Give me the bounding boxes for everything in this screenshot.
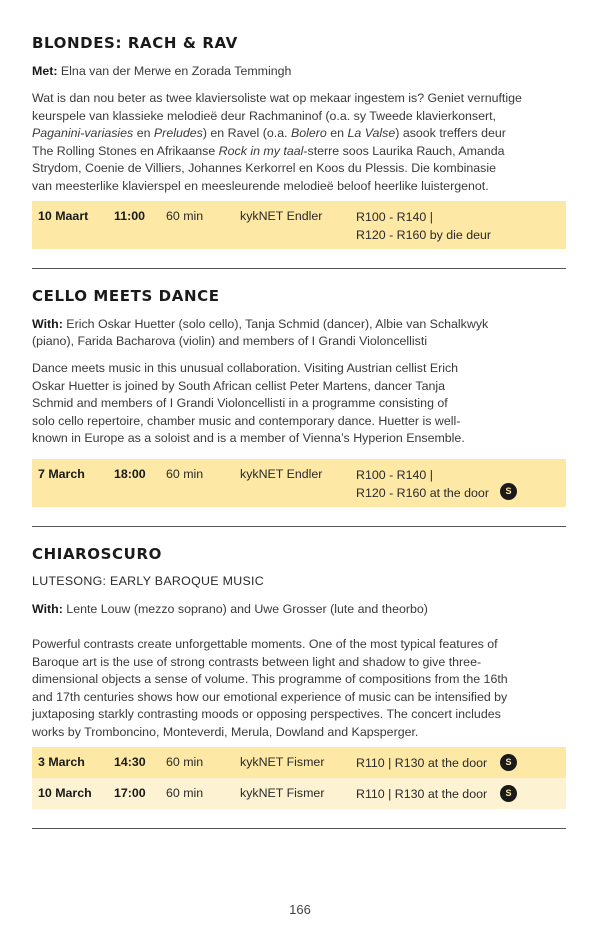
performers-line: With: Lente Louw (mezzo soprano) and Uwe Grosser (lute and theorbo) [32, 602, 428, 616]
section-title: CELLO MEETS DANCE [32, 287, 220, 305]
price: R110 | R130 at the door [356, 787, 488, 801]
desc-line-mixed: Paganini-variasies en Preludes) en Ravel (o.a. Bolero en La Valse) asook treffers deur [32, 126, 506, 140]
section-divider [32, 268, 566, 269]
s-badge-icon: S [500, 754, 517, 771]
performance-row: 10 Maart 11:00 60 min kykNET Endler R100 - R140 | R120 - R160 by die deur [32, 201, 566, 249]
s-badge-icon: S [500, 483, 517, 500]
desc-line-mixed: keurspele van klassieke melodieë deur Rachmaninof (o.a. sy Tweede klavierkonsert, [32, 108, 496, 123]
description: Dance meets music in this unusual collaboration. Visiting Austrian cellist Erich Oskar Huetter is joined by South African cellist Peter Martens, dancer Tanja Schmid and members of I Grandi Violoncellisti in a programme consisting of solo cello repertoire, chamber music and contemporary dance. Huetter is well- known in Europe as a soloist and is a member of Vienna’s Hyperion Ensemble. [32, 361, 465, 445]
section-subtitle: LUTESONG: EARLY BAROQUE MUSIC [32, 574, 265, 588]
price: R110 | R130 at the door [356, 756, 488, 770]
section-divider [32, 526, 566, 527]
price: R100 - R140 | R120 - R160 by die deur [356, 210, 492, 242]
desc-line-mixed: works by Trombоncino, Monteverdi, Merula, Dowland and Kapsperger. [32, 724, 419, 739]
performance-row: 3 March 14:30 60 min kykNET Fismer R110 | R130 at the door S [32, 747, 566, 778]
price: R100 - R140 | R120 - R160 at the door [356, 468, 489, 500]
section-title: CHIAROSCURO [32, 545, 162, 563]
description: Powerful contrasts create unforgettable moments. One of the most typical features of Baroque art is the use of strong contrasts between light and shadow to give three- dimensional objects a sense of volume. This programme of compositions from the 16th and 17th centuries shows how our emotional experience of music can be intensified by juxtaposing starkly contrasting moods or opposing perspectives. The concert includes works by Trombоncino, Monteverdi, Merula, Dowland and Kapsperger. [32, 636, 566, 741]
performers-line: Met: Elna van der Merwe en Zorada Temmingh [32, 64, 292, 78]
performers-line: With: Erich Oskar Huetter (solo cello), Tanja Schmid (dancer), Albie van Schalkwyk (piano), Farida Bacharova (violin) and members of I Grandi Violoncellisti [32, 317, 489, 348]
s-badge-icon: S [500, 785, 517, 802]
performance-row: 10 March 17:00 60 min kykNET Fismer R110 | R130 at the door S [32, 778, 566, 809]
section-title: BLONDES: RACH & RAV [32, 34, 238, 52]
performance-row: 7 March 18:00 60 min kykNET Endler R100 - R140 | R120 - R160 at the door S [32, 459, 566, 507]
page-number: 166 [289, 902, 311, 917]
description: Wat is dan nou beter as twee klaviersoliste wat op mekaar ingestem is? Geniet vernuftige keurspele van klassieke melodieë deur Rachmaninof (o.a. sy Tweede klavierkonsert, Paganini-variasies en Preludes) en Ravel (o.a. Bolero en La Valse) asook treffers deur The Rolling Stones en Afrikaanse Rock in my taal-sterre soos Laurika Rauch, Amanda Strydom, Coenie de Villiers, Johannes Kerkorrel en Koos du Plessis. Die kombinasie van meesterlike klavierspel en meesleurende melodieë beloof heerlike luistergenot. [32, 90, 566, 195]
section-divider [32, 828, 566, 829]
desc-line-mixed: The Rolling Stones en Afrikaanse Rock in my taal-sterre soos Laurika Rauch, Amanda [32, 143, 505, 158]
